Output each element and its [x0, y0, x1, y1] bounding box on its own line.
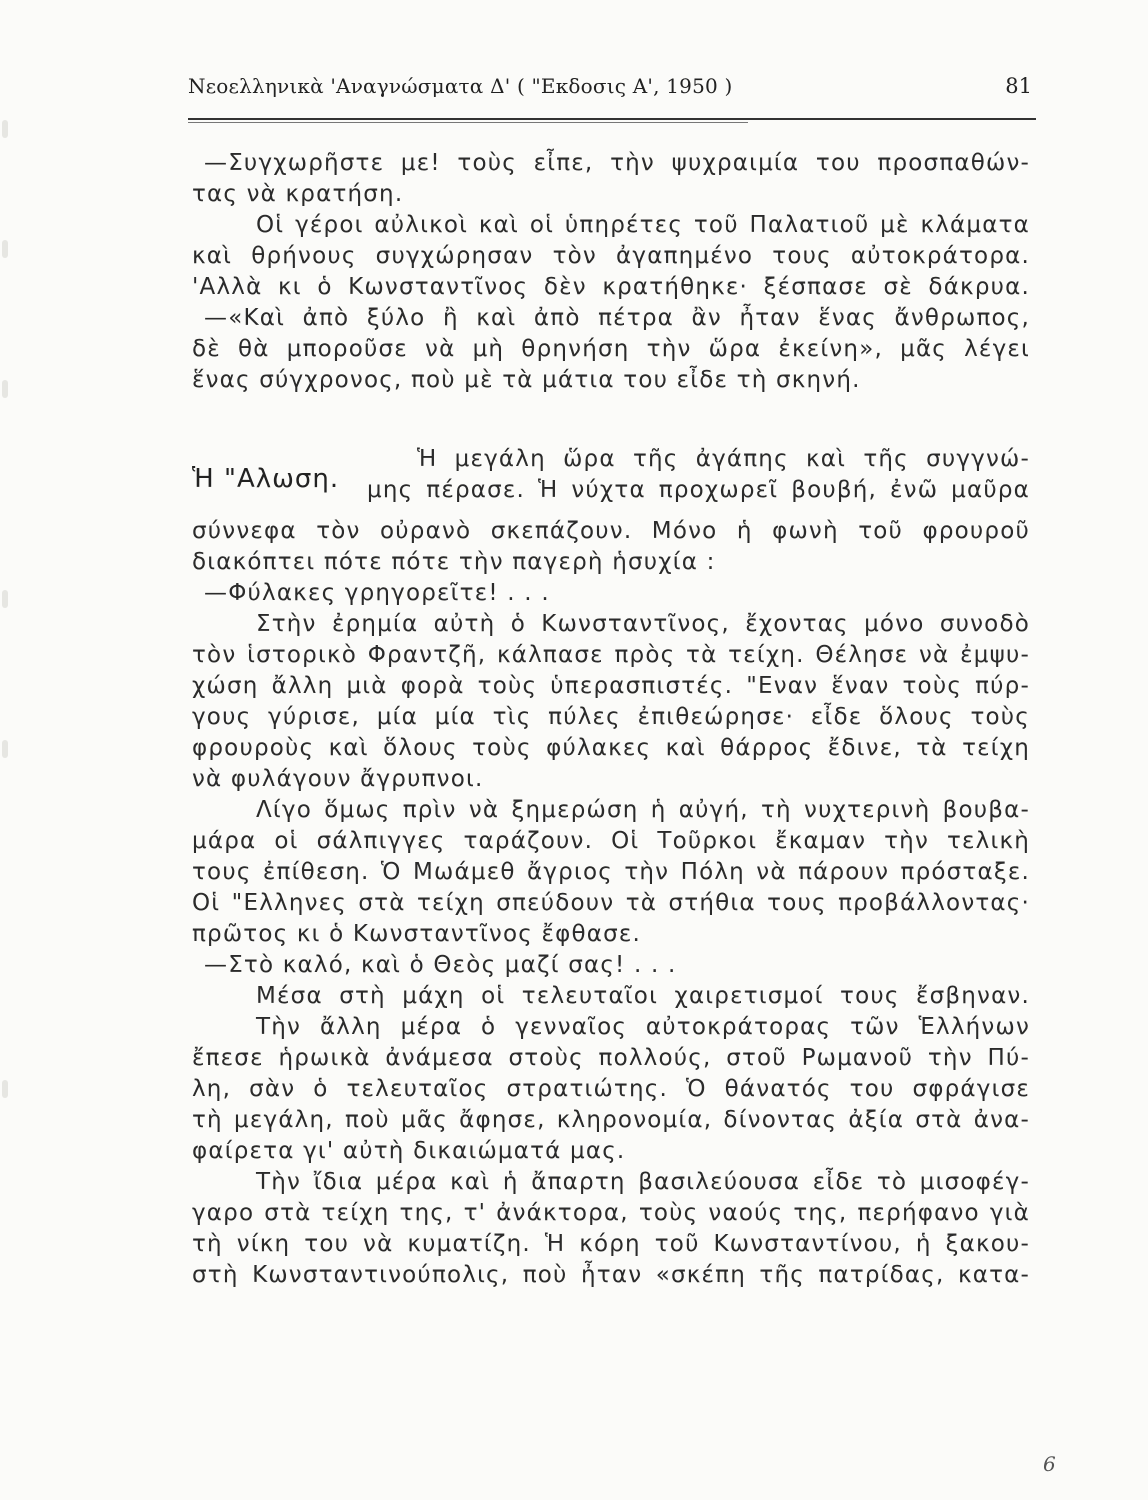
text-line: —Στὸ καλό, καὶ ὁ Θεὸς μαζί σας! . . .	[204, 952, 677, 978]
binding-holes	[0, 120, 10, 1220]
text-line: τους ἐπίθεση. Ὁ Μωάμεθ ἄγριος τὴν Πόλη νὰ πάρουν πρόσταξε.	[192, 859, 1030, 885]
text-line: χώση ἄλλη μιὰ φορὰ τοὺς ὑπερασπιστές. "Εναν ἕναν τοὺς πύρ-	[192, 673, 1030, 699]
text-line: καὶ θρήνους συγχώρησαν τὸν ἀγαπημένο τους αὐτοκράτορα.	[192, 243, 1030, 269]
text-line: Τὴν ἄλλη μέρα ὁ γενναῖος αὐτοκράτορας τῶν Ἑλλήνων	[256, 1014, 1030, 1040]
text-line: —«Καὶ ἀπὸ ξύλο ἢ καὶ ἀπὸ πέτρα ἂν ἦταν ἕνας ἄνθρωπος,	[204, 305, 1030, 331]
body-text	[192, 148, 1030, 1291]
text-line: τὸν ἱστορικὸ Φραντζῆ, κάλπασε πρὸς τὰ τείχη. Θέλησε νὰ ἐμψυ-	[192, 642, 1030, 668]
text-line: Στὴν ἐρημία αὐτὴ ὁ Κωνσταντῖνος, ἔχοντας μόνο συνοδὸ	[256, 611, 1030, 637]
text-line: μης πέρασε. Ἡ νύχτα προχωρεῖ βουβή, ἐνῶ μαῦρα	[367, 477, 1030, 503]
section-heading: Ἡ "Αλωση.	[192, 464, 340, 494]
header-rule-thin	[188, 122, 748, 123]
text-line: Λίγο ὅμως πρὶν νὰ ξημερώση ἡ αὐγή, τὴ νυχτερινὴ βουβα-	[256, 797, 1030, 823]
text-line: πρῶτος κι ὁ Κωνσταντῖνος ἔφθασε.	[192, 921, 642, 947]
text-line: τὴ νίκη του νὰ κυματίζη. Ἡ κόρη τοῦ Κωνσταντίνου, ἡ ξακου-	[192, 1231, 1030, 1257]
text-line: φρουροὺς καὶ ὅλους τοὺς φύλακες καὶ θάρρος ἔδινε, τὰ τείχη	[192, 735, 1030, 761]
text-line: Μέσα στὴ μάχη οἱ τελευταῖοι χαιρετισμοί τους ἔσβηναν.	[256, 983, 1030, 1009]
text-line: 'Αλλὰ κι ὁ Κωνσταντῖνος δὲν κρατήθηκε· ξέσπασε σὲ δάκρυα.	[192, 274, 1030, 300]
text-line: φαίρετα γι' αὐτὴ δικαιώματά μας.	[192, 1138, 626, 1164]
text-line: μάρα οἱ σάλπιγγες ταράζουν. Οἱ Τοῦρκοι ἔκαμαν τὴν τελικὴ	[192, 828, 1030, 854]
running-head-title: Νεοελληνικὰ 'Αναγνώσματα Δ' ( "Εκδοσις Α', 1950 )	[188, 74, 733, 98]
text-line: γαρο στὰ τείχη της, τ' ἀνάκτορα, τοὺς ναούς της, περήφανο γιὰ	[192, 1200, 1030, 1226]
text-line: ἔπεσε ἡρωικὰ ἀνάμεσα στοὺς πολλούς, στοῦ Ρωμανοῦ τὴν Πύ-	[192, 1045, 1030, 1071]
text-line: ἕνας σύγχρονος, ποὺ μὲ τὰ μάτια του εἶδε τὴ σκηνή.	[192, 367, 861, 393]
text-line: λη, σὰν ὁ τελευταῖος στρατιώτης. Ὁ θάνατός του σφράγισε	[192, 1076, 1030, 1102]
text-line: Ἡ μεγάλη ὥρα τῆς ἀγάπης καὶ τῆς συγγνώ-	[417, 446, 1030, 472]
text-line: Οἱ "Ελληνες στὰ τείχη σπεύδουν τὰ στήθια τους προβάλλοντας·	[192, 890, 1030, 916]
signature-mark: 6	[1043, 1452, 1056, 1476]
text-line: τὴ μεγάλη, ποὺ μᾶς ἄφησε, κληρονομία, δίνοντας ἀξία στὰ ἀνα-	[192, 1107, 1030, 1133]
text-line: σύννεφα τὸν οὐρανὸ σκεπάζουν. Μόνο ἡ φωνὴ τοῦ φρουροῦ	[192, 518, 1030, 544]
text-line: διακόπτει πότε πότε τὴν παγερὴ ἡσυχία :	[192, 549, 716, 575]
text-line: Τὴν ἴδια μέρα καὶ ἡ ἄπαρτη βασιλεύουσα εἶδε τὸ μισοφέγ-	[256, 1169, 1030, 1195]
running-head	[188, 74, 1036, 104]
text-line: —Συγχωρῆστε με! τοὺς εἶπε, τὴν ψυχραιμία του προσπαθών-	[204, 150, 1030, 176]
section-header-block	[192, 444, 1030, 516]
text-line: —Φύλακες γρηγορεῖτε! . . .	[204, 580, 550, 606]
header-rule	[188, 118, 1036, 120]
text-line: τας νὰ κρατήση.	[192, 181, 404, 207]
text-line: στὴ Κωνσταντινούπολις, ποὺ ἦταν «σκέπη τῆς πατρίδας, κατα-	[192, 1262, 1030, 1288]
page-number: 81	[1005, 74, 1032, 98]
text-line: Οἱ γέροι αὐλικοὶ καὶ οἱ ὑπηρέτες τοῦ Παλατιοῦ μὲ κλάματα	[256, 212, 1030, 238]
text-line: γους γύρισε, μία μία τὶς πύλες ἐπιθεώρησε· εἶδε ὅλους τοὺς	[192, 704, 1030, 730]
text-line: νὰ φυλάγουν ἄγρυπνοι.	[192, 766, 484, 792]
text-line: δὲ θὰ μποροῦσε νὰ μὴ θρηνήση τὴν ὥρα ἐκείνη», μᾶς λέγει	[192, 336, 1030, 362]
